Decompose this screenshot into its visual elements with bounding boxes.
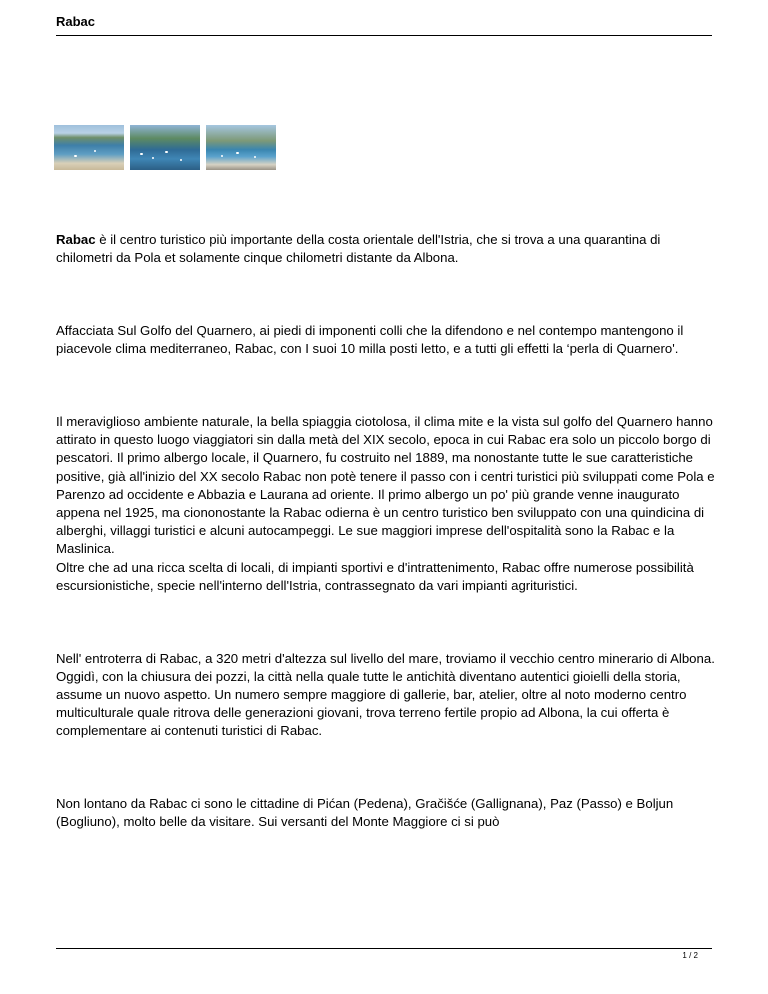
footer-divider (56, 948, 712, 949)
paragraph-nearby-towns: Non lontano da Rabac ci sono le cittadine di Pićan (Pedena), Gračišće (Gallignana), Paz (Passo) e Boljun (Bogliuno), molto belle da visitare. Sui versanti del Monte Maggiore ci si può (56, 796, 674, 830)
page-number: 1 / 2 (682, 951, 698, 960)
intro-text: è il centro turistico più importante della costa orientale dell'Istria, che si trova a una quarantina di chilometri da Pola et solamente cinque chilometri distante da Albona. (56, 232, 661, 266)
paragraph-history: Il meraviglioso ambiente naturale, la bella spiaggia ciotolosa, il clima mite e la vista sul golfo del Quarnero hanno attirato in questo luogo viaggiatori sin dalla metà del XIX secolo, epoca in cui Rabac era solo un piccolo borgo di pescatori. Il primo albergo locale, il Quarnero, fu costruito nel 1889, ma nonostante tutte le sue caratteristiche positive, già all'inizio del XX secolo Rabac non potè tenere il passo con i centri turistici più sviluppati come Pola e Parenzo ad occidente e Abbazia e Laurana ad oriente. Il primo albergo un po' più grande venne inaugurato appena nel 1925, ma ciononostante la Rabac odierna è un centro turistico ben sviluppato con una quindicina di alberghi, villaggi turistici e alcuni autocampeggi. Le sue maggiori imprese dell'ospitalità sono la Rabac e la Maslinica. (56, 414, 715, 557)
header-divider (56, 35, 712, 36)
rabac-bold-name: Rabac (56, 232, 96, 247)
paragraph-albona: Nell' entroterra di Rabac, a 320 metri d'altezza sul livello del mare, troviamo il vecchio centro minerario di Albona. Oggidì, con la chiusura dei pozzi, la città nella quale tutte le antichità diventano autentici gioielli della storia, assume un nuovo aspetto. Un numero sempre maggiore di gallerie, bar, atelier, oltre al noto moderno centro multiculturale quale ritrova delle generazioni giovani, trova terreno fertile propio ad Albona, la cui offerta è complementare ai contenuti turistici di Rabac. (56, 650, 715, 739)
rabac-harbor-photo (130, 125, 200, 170)
paragraph-excursions: Oltre che ad una ricca scelta di locali, di impianti sportivi e d'intrattenimento, Rabac offre numerose possibilità escursionistiche, specie nell'interno dell'Istria, contrassegnato da vari impianti agrituristici. (56, 559, 694, 593)
document-title: Rabac (56, 14, 96, 29)
rabac-marina-photo (206, 125, 276, 170)
paragraph-intro (56, 231, 716, 267)
photo-strip (54, 125, 276, 170)
rabac-beach-photo (54, 125, 124, 170)
paragraph-quarnero: Affacciata Sul Golfo del Quarnero, ai piedi di imponenti colli che la difendono e nel contempo mantengono il piacevole clima mediterraneo, Rabac, con I suoi 10 milla posti letto, e a tutti gli effetti la ‘perla di Quarnero'. (56, 323, 684, 357)
article-body (56, 231, 716, 832)
